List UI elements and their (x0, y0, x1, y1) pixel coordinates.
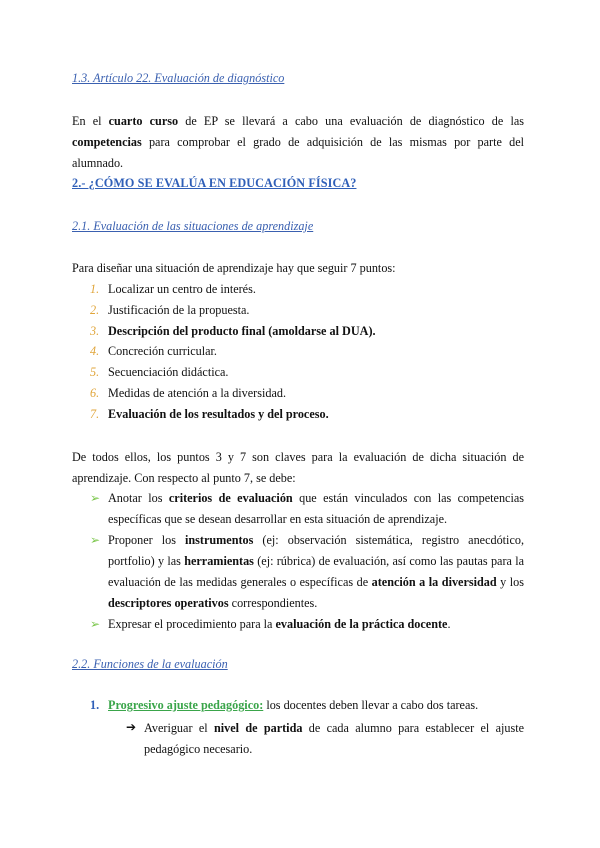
functions-item-text: los docentes deben llevar a cabo dos tareas. (263, 698, 479, 712)
sub-bullet-bold: nivel de partida (213, 721, 303, 735)
list-item: Concreción curricular. (108, 344, 217, 358)
para2-line2: aprendizaje. Con respecto al punto 7, se debe: (72, 471, 296, 485)
green-arrowhead-icon: ➢ (90, 533, 101, 547)
list-number: 5. (90, 365, 100, 379)
para2-line1: De todos ellos, los puntos 3 y 7 son claves para la evaluación de dicha situación de (72, 450, 524, 464)
list-number: 3. (90, 324, 100, 338)
intro-bold: cuarto curso (108, 114, 179, 128)
list-item: Evaluación de los resultados y del proceso. (108, 407, 329, 421)
list-number: 2. (90, 303, 100, 317)
list-item: Secuenciación didáctica. (108, 365, 229, 379)
heading-1-3: 1.3. Artículo 22. Evaluación de diagnóstico (72, 71, 285, 85)
list-item: Localizar un centro de interés. (108, 282, 256, 296)
heading-2-1: 2.1. Evaluación de las situaciones de aprendizaje (72, 219, 314, 233)
sub-bullet-text: Averiguar el (144, 721, 214, 735)
bullet-bold: herramientas (184, 554, 254, 568)
intro-text: En el (72, 114, 109, 128)
bullet-text: (ej: observación sistemática, registro anecdótico, portfolio) y las (108, 533, 524, 568)
list-item: Justificación de la propuesta. (108, 303, 250, 317)
functions-item-label: Progresivo ajuste pedagógico: (108, 698, 264, 712)
intro-text: para comprobar el grado de adquisición de las mismas por parte del alumnado. (72, 135, 524, 170)
list-item: Medidas de atención a la diversidad. (108, 386, 287, 400)
lead-text: Para diseñar una situación de aprendizaje hay que seguir 7 puntos: (72, 261, 396, 275)
intro-text: de EP se llevará a cabo una evaluación de diagnóstico de las (178, 114, 524, 128)
bullet-text: Expresar el procedimiento para la (108, 617, 276, 631)
bullet-bold: descriptores operativos (108, 596, 229, 610)
functions-item-1 (108, 698, 478, 713)
bullet-item-3 (108, 614, 524, 635)
intro-bold: competencias (72, 135, 142, 149)
green-arrowhead-icon: ➢ (90, 617, 101, 631)
green-arrowhead-icon: ➢ (90, 491, 101, 505)
list-number: 4. (90, 344, 100, 358)
bullet-text: . (447, 617, 451, 631)
bullet-text: Proponer los (108, 533, 185, 547)
bullet-bold: criterios de evaluación (168, 491, 293, 505)
sub-bullet-text: de cada alumno para establecer el ajuste pedagógico necesario. (144, 721, 525, 756)
bullet-text: (ej: rúbrica) de evaluación, así como las pautas para la evaluación de las medidas generales o específicas de (108, 554, 524, 589)
bullet-text: que están vinculados con las competencias específicas que se desean desarrollar en esta situación de aprendizaje. (108, 491, 525, 526)
bullet-text: correspondientes. (228, 596, 318, 610)
bullet-item-2 (108, 530, 524, 614)
intro-paragraph (72, 111, 524, 174)
bullet-item-1 (108, 488, 524, 530)
heading-2: 2.- ¿CÓMO SE EVALÚA EN EDUCACIÓN FÍSICA? (72, 176, 357, 190)
bullet-text: y los (496, 575, 525, 589)
bullet-bold: atención a la diversidad (371, 575, 497, 589)
bullet-bold: instrumentos (185, 533, 254, 547)
list-number: 1. (90, 698, 100, 712)
list-number: 1. (90, 282, 100, 296)
list-number: 6. (90, 386, 100, 400)
list-item: Descripción del producto final (amoldarse al DUA). (108, 324, 376, 338)
bullet-bold: evaluación de la práctica docente (275, 617, 448, 631)
sub-bullet-item (144, 718, 524, 760)
black-arrow-icon: ➔ (126, 720, 137, 734)
heading-2-2: 2.2. Funciones de la evaluación (72, 657, 228, 671)
list-number: 7. (90, 407, 100, 421)
bullet-text: Anotar los (108, 491, 169, 505)
